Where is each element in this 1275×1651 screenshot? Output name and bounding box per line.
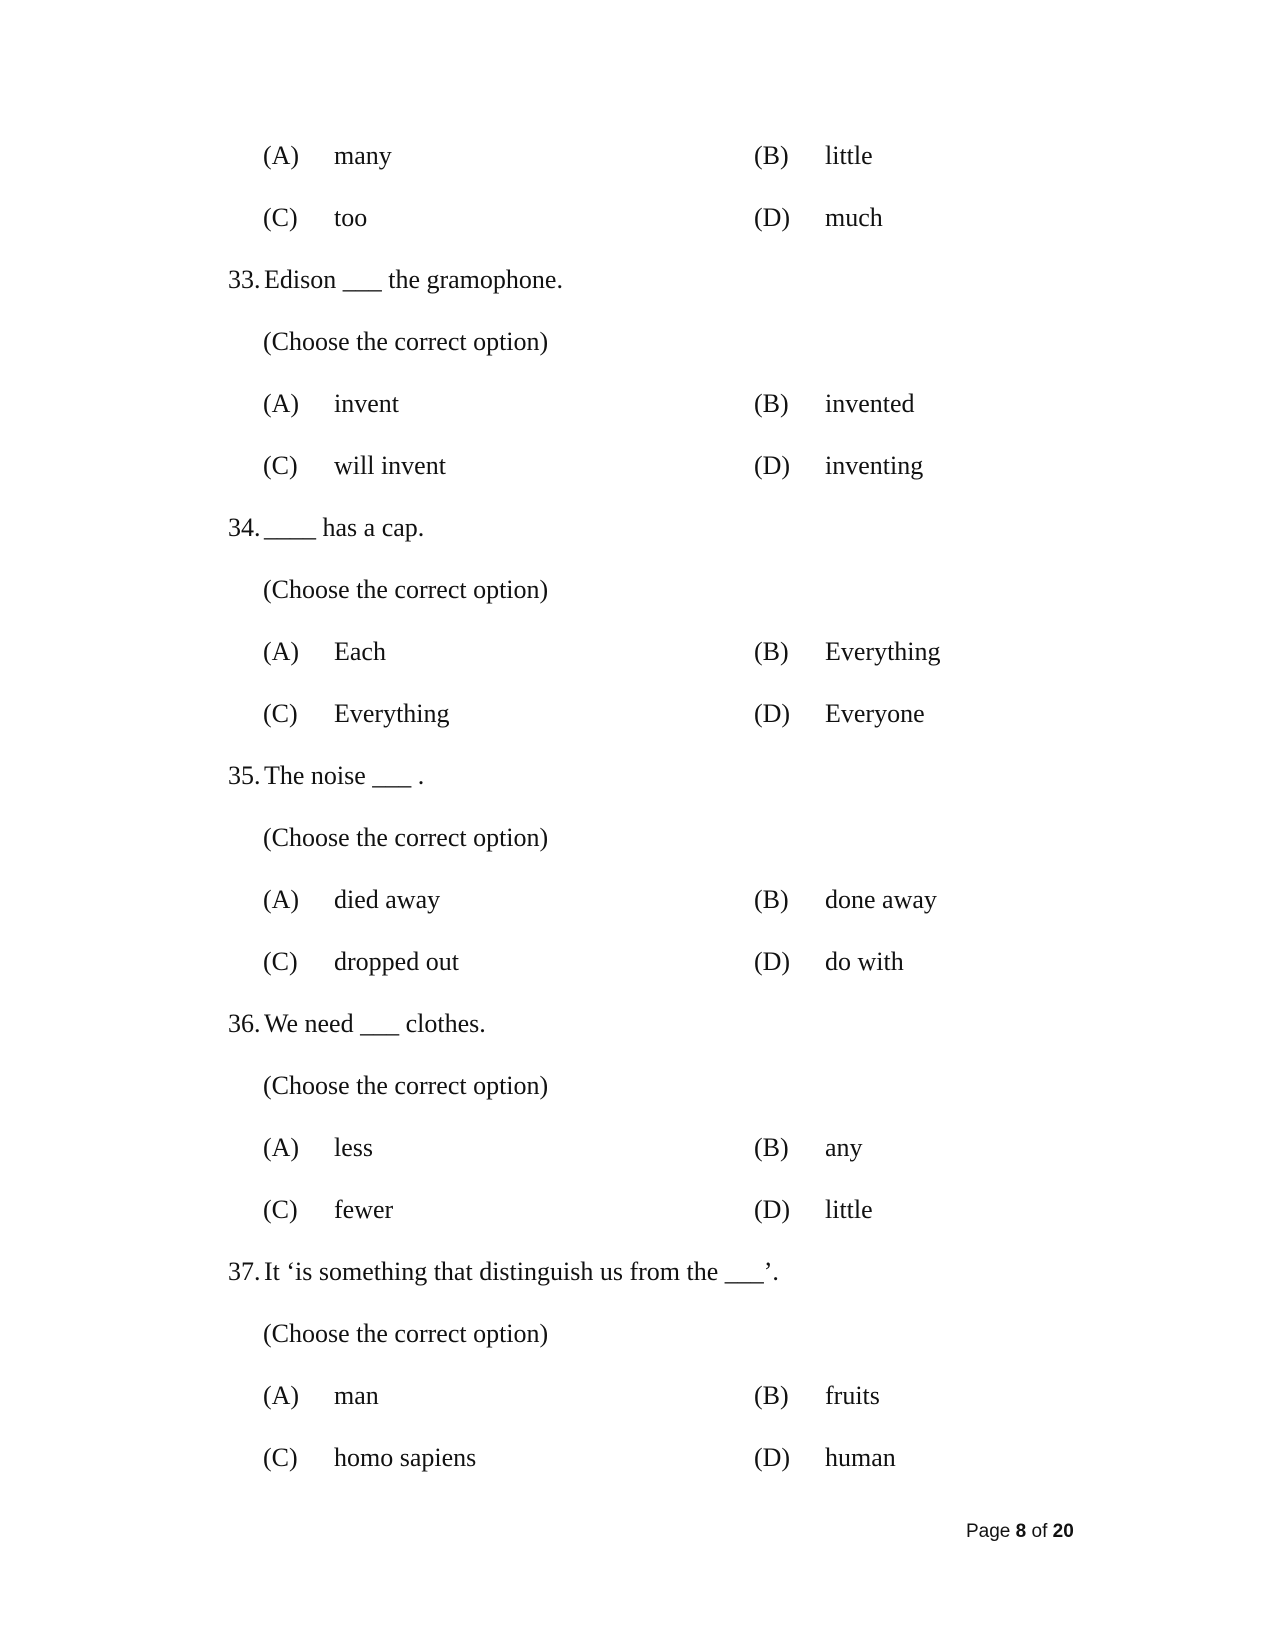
of-word: of (1031, 1521, 1048, 1542)
option-text: Each (334, 637, 386, 666)
option-text: much (825, 203, 883, 232)
option-label: (C) (263, 1195, 298, 1224)
option-text: done away (825, 885, 937, 914)
question-number: 37. (228, 1257, 261, 1286)
question-instruction: (Choose the correct option) (263, 1319, 549, 1348)
option-label: (C) (263, 451, 298, 480)
option-text: died away (334, 885, 441, 914)
question-text: We need ___ clothes. (264, 1009, 486, 1038)
option-label: (A) (263, 637, 300, 666)
option-label: (C) (263, 947, 298, 976)
option-text: will invent (334, 451, 446, 480)
option-label: (B) (754, 389, 789, 418)
question-number: 33. (228, 265, 261, 294)
option-text: invented (825, 389, 915, 418)
option-label: (B) (754, 637, 789, 666)
option-text: fewer (334, 1195, 394, 1224)
option-label: (C) (263, 1443, 298, 1472)
option-text: invent (334, 389, 399, 418)
option-label: (D) (754, 1443, 791, 1472)
option-label: (D) (754, 699, 791, 728)
option-text: man (334, 1381, 379, 1410)
option-label: (C) (263, 699, 298, 728)
option-label: (A) (263, 1133, 300, 1162)
page-number-footer (966, 1519, 1074, 1545)
option-text: do with (825, 947, 904, 976)
question-instruction: (Choose the correct option) (263, 327, 549, 356)
option-text: many (334, 141, 392, 170)
option-label: (A) (263, 389, 300, 418)
question-number: 35. (228, 761, 261, 790)
option-label: (B) (754, 1381, 789, 1410)
option-label: (D) (754, 1195, 791, 1224)
question-instruction: (Choose the correct option) (263, 1071, 549, 1100)
page-word: Page (966, 1521, 1011, 1542)
option-label: (A) (263, 141, 300, 170)
option-label: (B) (754, 1133, 789, 1162)
option-label: (D) (754, 203, 791, 232)
option-text: dropped out (334, 947, 459, 976)
option-text: too (334, 203, 368, 232)
question-text: The noise ___ . (264, 761, 425, 790)
option-label: (B) (754, 141, 789, 170)
question-text: It ‘is something that distinguish us from the ___’. (264, 1257, 779, 1286)
option-label: (A) (263, 1381, 300, 1410)
option-text: human (825, 1443, 896, 1472)
option-text: fruits (825, 1381, 880, 1410)
option-text: homo sapiens (334, 1443, 477, 1472)
total-page-count: 20 (1052, 1521, 1074, 1542)
option-text: less (334, 1133, 373, 1162)
option-label: (D) (754, 451, 791, 480)
question-instruction: (Choose the correct option) (263, 823, 549, 852)
question-text: Edison ___ the gramophone. (264, 265, 563, 294)
question-number: 34. (228, 513, 261, 542)
question-number: 36. (228, 1009, 261, 1038)
option-text: little (825, 1195, 873, 1224)
option-text: inventing (825, 451, 924, 480)
option-label: (B) (754, 885, 789, 914)
current-page-number: 8 (1015, 1521, 1027, 1542)
option-label: (A) (263, 885, 300, 914)
option-label: (D) (754, 947, 791, 976)
option-text: little (825, 141, 873, 170)
option-label: (C) (263, 203, 298, 232)
option-text: any (825, 1133, 863, 1162)
option-text: Everything (825, 637, 941, 666)
option-text: Everything (334, 699, 450, 728)
question-text: ____ has a cap. (264, 513, 425, 542)
question-instruction: (Choose the correct option) (263, 575, 549, 604)
option-text: Everyone (825, 699, 925, 728)
